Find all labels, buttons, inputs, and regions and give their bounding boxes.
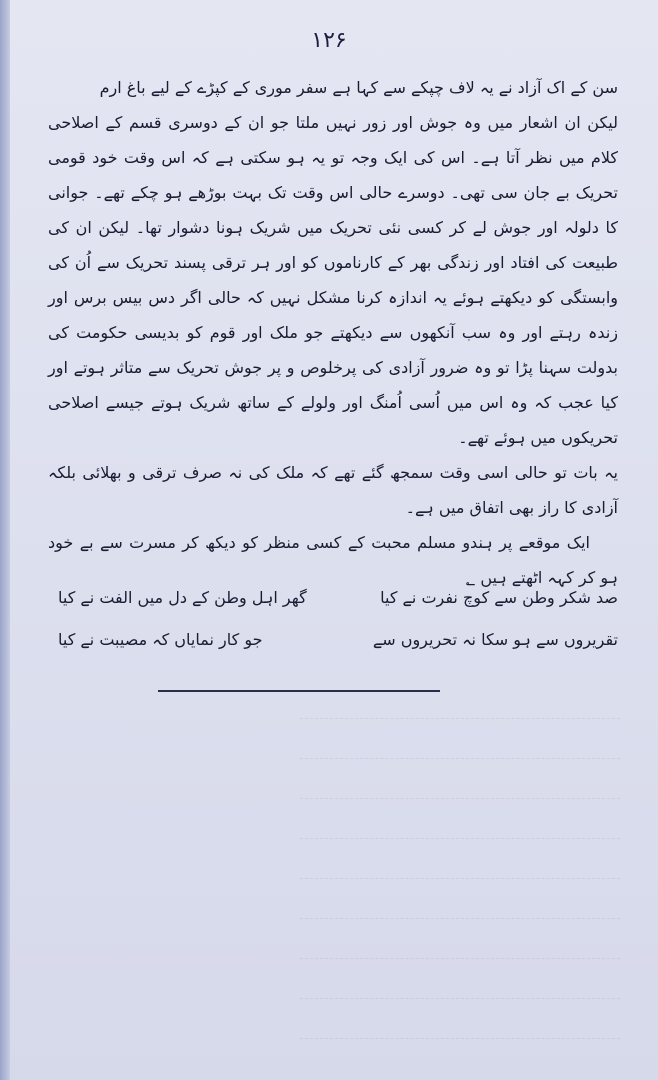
page-number: ۱۲۶ <box>311 28 347 53</box>
page-binding-edge <box>0 0 10 1080</box>
bleed-through-shadow <box>300 860 620 879</box>
section-divider <box>158 690 440 692</box>
bleed-through-shadow <box>300 700 620 719</box>
bleed-through-shadow <box>300 940 620 959</box>
couplet-first-line: تقریروں سے ہو سکا نہ تحریروں سے <box>372 630 618 649</box>
bleed-through-shadow <box>300 980 620 999</box>
bleed-through-shadow <box>300 780 620 799</box>
couplet-second-line: گھر اہل وطن کے دل میں الفت نے کیا <box>58 588 307 607</box>
paragraph-hali-analysis: لیکن ان اشعار میں وہ جوش اور زور نہیں ملتا جو ان کے دوسری قسم کے اصلاحی کلام میں نظر آتا ہے۔ اس کی ایک وجہ تو یہ ہو سکتی ہے کہ اس وقت خود قومی تحریک بے جان سی تھی۔ دوسرے حالی اس وقت تک بہت بوڑھے ہو چکے تھے۔ جوانی کا دلولہ اور جوش لے کر کسی نئی تحریک میں شریک ہونا دشوار تھا۔ لیکن ان کی طبیعت کی افتاد اور زندگی بھر کے کارناموں کو اور ہر ترقی پسند تحریک سے اُن کی وابستگی کو دیکھتے ہوئے یہ اندازہ کرنا مشکل نہیں کہ حالی اگر دس بیس برس اور زندہ رہتے اور وہ سب آنکھوں سے دیکھتے جو ملک اور قوم کو بدیسی حکومت کی بدولت سہنا پڑا تو وہ ضرور آزادی کی پرخلوص و پر جوش تحریک سے متاثر ہوتے اور کیا عجب کہ وہ اس میں اُسی اُمنگ اور ولولے کے ساتھ شریک ہوتے جیسے اصلاحی تحریکوں میں ہوئے تھے۔ <box>48 113 618 447</box>
paragraph-unity-secret: یہ بات تو حالی اسی وقت سمجھ گئے تھے کہ ملک کی نہ صرف ترقی و بھلائی بلکہ آزادی کا راز بھی اتفاق میں ہے۔ <box>48 463 618 517</box>
paragraph-verse-line: سن کے اک آزاد نے یہ لاف چپکے سے کہا ہے سفر موری کے کپڑے کے لیے باغ ارم <box>99 78 618 97</box>
bleed-through-shadow <box>300 900 620 919</box>
couplet <box>58 630 618 649</box>
bleed-through-shadow <box>300 740 620 759</box>
body-text <box>48 70 618 595</box>
couplet <box>58 588 618 607</box>
couplet-second-line: جو کار نمایاں کہ مصیبت نے کیا <box>58 630 263 649</box>
bleed-through-shadow <box>300 1020 620 1039</box>
paragraph-verse-intro: ایک موقعے پر ہندو مسلم محبت کے کسی منظر کو دیکھ کر مسرت سے بے خود ہو کر کہہ اٹھتے ہیں ؂ <box>48 533 618 587</box>
bleed-through-shadow <box>300 820 620 839</box>
couplet-first-line: صد شکر وطن سے کوچ نفرت نے کیا <box>380 588 618 607</box>
